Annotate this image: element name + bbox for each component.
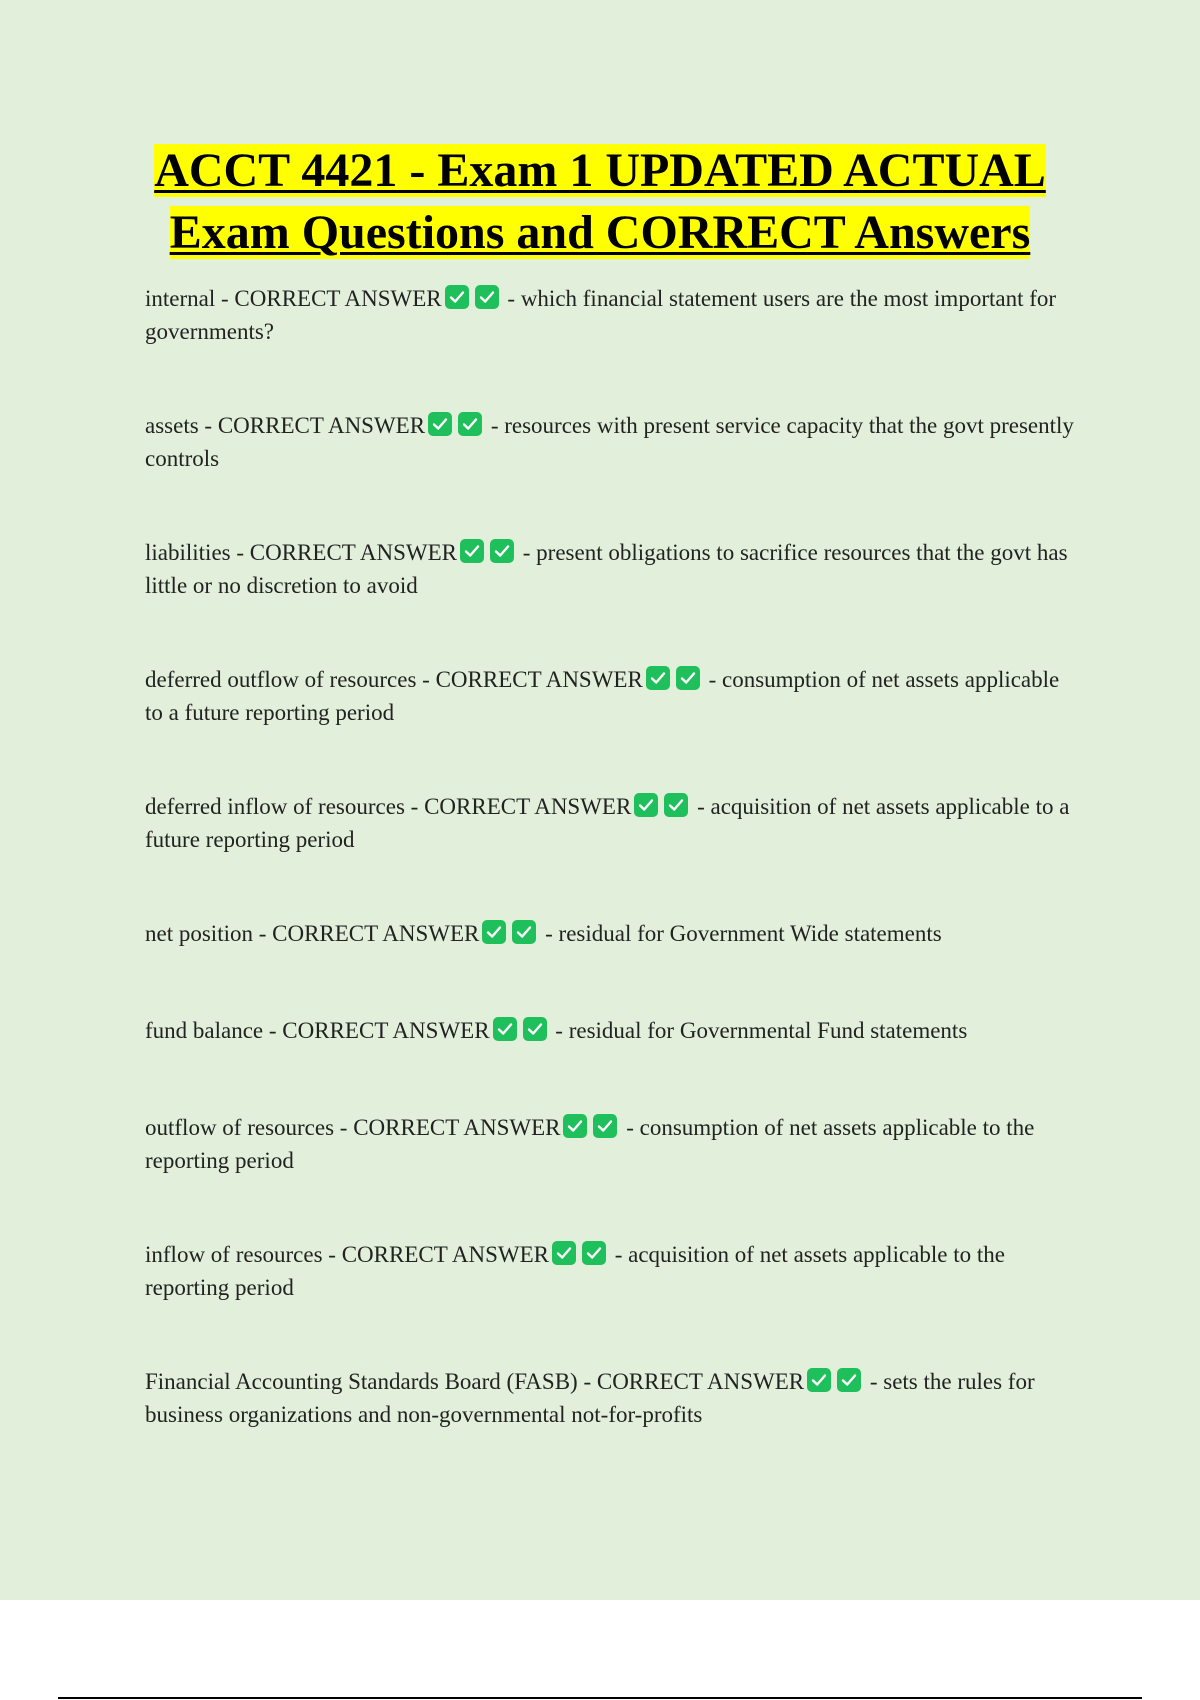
check-mark-icon: [523, 1017, 547, 1041]
title-line-1: ACCT 4421 - Exam 1 UPDATED ACTUAL: [154, 144, 1046, 197]
qa-item: [145, 282, 1080, 348]
qa-term: liabilities - CORRECT ANSWER: [145, 540, 458, 565]
check-mark-icon: [460, 539, 484, 563]
qa-term: outflow of resources - CORRECT ANSWER: [145, 1115, 561, 1140]
qa-item: [145, 409, 1080, 475]
footer-divider: [58, 1697, 1142, 1699]
qa-item: [145, 1238, 1080, 1304]
check-mark-icon: [490, 539, 514, 563]
qa-term: net position - CORRECT ANSWER: [145, 921, 480, 946]
check-mark-icon: [676, 666, 700, 690]
qa-list: [145, 282, 1080, 1492]
qa-item: [145, 1111, 1080, 1177]
qa-definition: - present obligations to sacrifice resources that the govt has little or no discretion to avoid: [145, 540, 1068, 598]
qa-term: internal - CORRECT ANSWER: [145, 286, 442, 311]
qa-term: fund balance - CORRECT ANSWER: [145, 1018, 490, 1043]
document-title: [100, 140, 1100, 264]
qa-definition: - consumption of net assets applicable to the reporting period: [145, 1115, 1035, 1173]
check-mark-icon: [563, 1114, 587, 1138]
qa-definition: - which financial statement users are the most important for governments?: [145, 286, 1057, 344]
check-mark-icon: [512, 920, 536, 944]
qa-definition: - consumption of net assets applicable to a future reporting period: [145, 667, 1060, 725]
qa-term: Financial Accounting Standards Board (FASB) - CORRECT ANSWER: [145, 1369, 805, 1394]
qa-item: [145, 917, 1080, 950]
check-mark-icon: [582, 1241, 606, 1265]
check-mark-icon: [482, 920, 506, 944]
qa-definition: - residual for Government Wide statements: [539, 921, 942, 946]
qa-item: [145, 790, 1080, 856]
qa-item: [145, 663, 1080, 729]
check-mark-icon: [475, 285, 499, 309]
qa-term: inflow of resources - CORRECT ANSWER: [145, 1242, 549, 1267]
check-mark-icon: [458, 412, 482, 436]
check-mark-icon: [837, 1368, 861, 1392]
qa-item: [145, 1365, 1080, 1431]
qa-item: [145, 536, 1080, 602]
qa-term: deferred inflow of resources - CORRECT ANSWER: [145, 794, 632, 819]
qa-definition: - residual for Governmental Fund statements: [549, 1018, 968, 1043]
qa-definition: - acquisition of net assets applicable to the reporting period: [145, 1242, 1005, 1300]
qa-term: deferred outflow of resources - CORRECT ANSWER: [145, 667, 643, 692]
check-mark-icon: [593, 1114, 617, 1138]
title-line-2: Exam Questions and CORRECT Answers: [169, 206, 1031, 259]
check-mark-icon: [807, 1368, 831, 1392]
check-mark-icon: [634, 793, 658, 817]
check-mark-icon: [646, 666, 670, 690]
qa-definition: - acquisition of net assets applicable to a future reporting period: [145, 794, 1070, 852]
check-mark-icon: [493, 1017, 517, 1041]
check-mark-icon: [428, 412, 452, 436]
qa-term: assets - CORRECT ANSWER: [145, 413, 426, 438]
check-mark-icon: [552, 1241, 576, 1265]
check-mark-icon: [664, 793, 688, 817]
qa-item: [145, 1014, 1080, 1047]
check-mark-icon: [445, 285, 469, 309]
qa-definition: - sets the rules for business organizations and non-governmental not-for-profits: [145, 1369, 1035, 1427]
qa-definition: - resources with present service capacity that the govt presently controls: [145, 413, 1074, 471]
